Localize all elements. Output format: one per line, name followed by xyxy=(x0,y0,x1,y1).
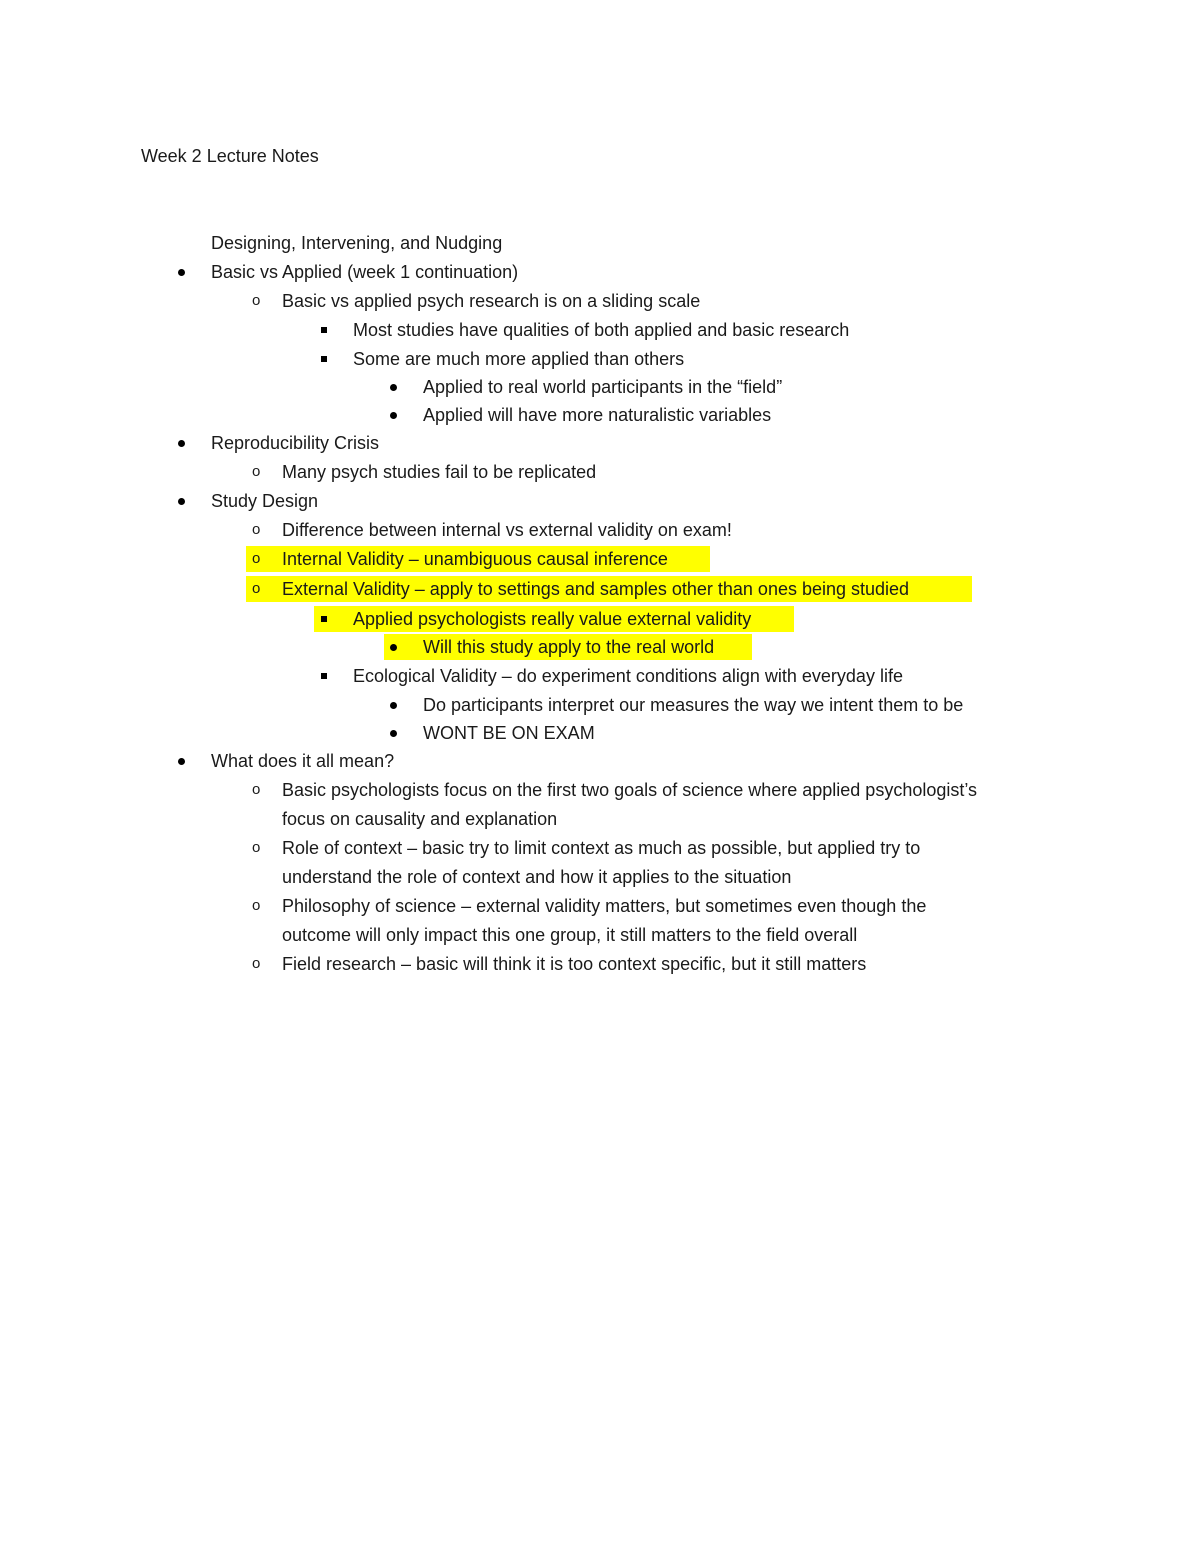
list-item-text: Most studies have qualities of both applied and basic research xyxy=(353,320,850,340)
bullet-circle-icon: o xyxy=(252,580,261,597)
bullet-dot-icon xyxy=(387,634,407,660)
bullet-square-icon xyxy=(318,606,338,632)
bullet-square-icon xyxy=(318,346,338,372)
list-item-l4-highlighted xyxy=(384,634,1144,660)
list-item-l2-highlighted xyxy=(246,546,1046,572)
list-item-l2-highlighted xyxy=(246,576,1146,602)
list-item-text: focus on causality and explanation xyxy=(282,809,558,829)
bullet-dot-icon xyxy=(387,402,407,428)
list-item-l1 xyxy=(175,488,975,514)
list-item-text: Applied to real world participants in the “field” xyxy=(423,377,783,397)
list-item-l4 xyxy=(387,374,1147,400)
list-item-text: Applied psychologists really value external validity xyxy=(353,609,752,629)
list-item-text: Internal Validity – unambiguous causal inference xyxy=(282,549,668,569)
list-item-text: External Validity – apply to settings and samples other than ones being studied xyxy=(282,579,910,599)
bullet-circle-icon: o xyxy=(252,839,261,856)
list-item-continuation xyxy=(250,922,1150,948)
bullet-dot-icon xyxy=(175,259,195,285)
bullet-dot-icon xyxy=(387,374,407,400)
list-item-l4 xyxy=(387,692,1167,718)
list-item-l2 xyxy=(250,517,1050,543)
bullet-dot-icon xyxy=(387,692,407,718)
list-item-text: Basic vs Applied (week 1 continuation) xyxy=(211,262,519,282)
bullet-circle-icon: o xyxy=(252,292,261,309)
document-title: Week 2 Lecture Notes xyxy=(141,146,319,166)
list-item-text: Some are much more applied than others xyxy=(353,349,685,369)
list-item-l4 xyxy=(387,402,1147,428)
list-item-text: Do participants interpret our measures the way we intent them to be xyxy=(423,695,964,715)
list-item-l1 xyxy=(175,259,975,285)
list-item-text: Ecological Validity – do experiment conditions align with everyday life xyxy=(353,666,903,686)
bullet-circle-icon: o xyxy=(252,897,261,914)
list-item-text: Philosophy of science – external validity matters, but sometimes even though the xyxy=(282,896,927,916)
list-item-l2 xyxy=(250,459,1050,485)
list-item-text: Study Design xyxy=(211,491,319,511)
bullet-dot-icon xyxy=(175,430,195,456)
list-item-l3 xyxy=(318,317,1118,343)
list-item-text: Will this study apply to the real world xyxy=(423,637,715,657)
list-item-continuation xyxy=(250,864,1150,890)
list-item-text: Reproducibility Crisis xyxy=(211,433,380,453)
list-item-l2 xyxy=(250,951,1150,977)
list-item-l2 xyxy=(250,777,1150,803)
list-item-text: WONT BE ON EXAM xyxy=(423,723,595,743)
section-heading-text: Designing, Intervening, and Nudging xyxy=(211,233,503,253)
list-item-text: outcome will only impact this one group, it still matters to the field overall xyxy=(282,925,858,945)
bullet-circle-icon: o xyxy=(252,521,261,538)
bullet-square-icon xyxy=(318,317,338,343)
list-item-l3 xyxy=(318,663,1118,689)
list-item-text: What does it all mean? xyxy=(211,751,395,771)
list-item-text: Basic vs applied psych research is on a sliding scale xyxy=(282,291,701,311)
list-item-l1 xyxy=(175,430,975,456)
bullet-circle-icon: o xyxy=(252,781,261,798)
list-item-text: Field research – basic will think it is too context specific, but it still matters xyxy=(282,954,867,974)
list-item-l4 xyxy=(387,720,1147,746)
list-item-l1 xyxy=(175,748,975,774)
bullet-circle-icon: o xyxy=(252,550,261,567)
list-item-text: understand the role of context and how it applies to the situation xyxy=(282,867,792,887)
list-item-l3-highlighted xyxy=(314,606,1114,632)
list-item-text: Many psych studies fail to be replicated xyxy=(282,462,597,482)
bullet-square-icon xyxy=(318,663,338,689)
list-item-l3 xyxy=(318,346,1118,372)
bullet-dot-icon xyxy=(175,748,195,774)
list-item-l2 xyxy=(250,835,1150,861)
bullet-circle-icon: o xyxy=(252,955,261,972)
list-item-l2 xyxy=(250,893,1150,919)
list-item-l2 xyxy=(250,288,1050,314)
bullet-circle-icon: o xyxy=(252,463,261,480)
list-item-continuation xyxy=(250,806,1150,832)
bullet-dot-icon xyxy=(387,720,407,746)
list-item-text: Basic psychologists focus on the first two goals of science where applied psychologist’s xyxy=(282,780,978,800)
bullet-dot-icon xyxy=(175,488,195,514)
list-item-text: Role of context – basic try to limit context as much as possible, but applied try to xyxy=(282,838,921,858)
list-item-text: Applied will have more naturalistic variables xyxy=(423,405,772,425)
list-item-text: Difference between internal vs external validity on exam! xyxy=(282,520,732,540)
